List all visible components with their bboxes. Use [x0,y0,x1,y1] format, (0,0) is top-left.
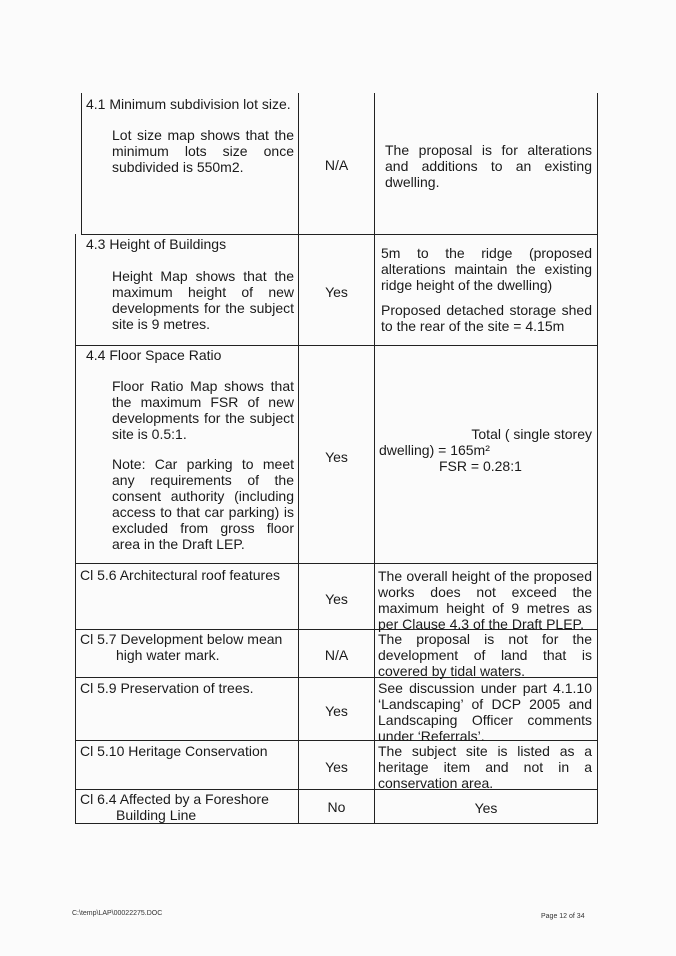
compliance-value: Yes [325,284,348,300]
table-row [86,347,294,552]
comment-block [381,245,592,334]
comment-text: The proposal is not for the development of land that is covered by tidal waters. [378,631,592,679]
clause-title: 4.4 Floor Space Ratio [86,347,222,363]
compliance-value: No [327,799,346,815]
compliance-value: Yes [325,591,348,607]
table-border-left [81,93,82,234]
table-border-bottom [75,823,598,824]
table-row [86,96,294,175]
table-row [80,791,294,823]
compliance-value: N/A [324,157,349,173]
clause-title: 4.3 Height of Buildings [86,236,227,252]
comment-text: FSR = 0.28:1 [439,458,522,474]
compliance-value: Yes [325,449,348,465]
comment-text: Yes [474,800,498,816]
clause-detail: Floor Ratio Map shows that the maximum FSR of new developments for the subject site is 0.5:1. [112,378,294,442]
compliance-value: N/A [324,647,349,663]
clause-title: 4.1 Minimum subdivision lot size. [86,96,291,112]
clause-title: Cl 6.4 Affected by a Foreshore [80,791,269,807]
row-divider [75,563,598,564]
comment-text: dwelling) = 165m² [379,442,490,458]
clause-detail: Height Map shows that the maximum height of new developments for the subject site is 9 metres. [112,268,294,332]
clause-title: Cl 5.9 Preservation of trees. [80,680,254,696]
compliance-value: Yes [325,703,348,719]
clause-title: high water mark. [116,647,220,663]
comment-text: Proposed detached storage shed to the rear of the site = 4.15m [381,302,592,334]
clause-title: Cl 5.10 Heritage Conservation [80,743,268,759]
comment-text: Total ( single storey [471,426,592,442]
table-row [86,236,294,332]
clause-title: Building Line [116,807,197,823]
column-divider [374,93,375,823]
clause-title: Cl 5.6 Architectural roof features [80,567,280,583]
clause-detail: Lot size map shows that the minimum lots size once subdivided is 550m2. [112,127,294,175]
row-divider [75,345,598,346]
comment-text: The subject site is listed as a heritage item and not in a conservation area. [378,743,592,791]
table-border-left [75,234,76,823]
comment-text: The overall height of the proposed works does not exceed the maximum height of 9 metres as per Clause 4.3 of the Draft PLEP. [378,568,592,632]
comment-block [379,426,592,474]
clause-title: Cl 5.7 Development below mean [80,631,283,647]
table-border-right [597,93,598,823]
clause-note: Note: Car parking to meet any requirements of the consent authority (including access to that car parking) is excluded from gross floor area in the Draft LEP. [112,456,294,552]
table-row [80,631,294,663]
footer-page-number: Page 12 of 34 [541,913,585,920]
comment-text: 5m to the ridge (proposed alterations maintain the existing ridge height of the dwelling) [381,245,592,293]
footer-file-path: C:\temp\LAP\00022275.DOC [72,910,163,917]
comment-text: The proposal is for alterations and additions to an existing dwelling. [385,142,592,190]
comment-text: See discussion under part 4.1.10 ‘Landscaping’ of DCP 2005 and Landscaping Officer comments under ‘Referrals’. [378,680,592,744]
row-divider [81,234,598,235]
compliance-value: Yes [325,759,348,775]
